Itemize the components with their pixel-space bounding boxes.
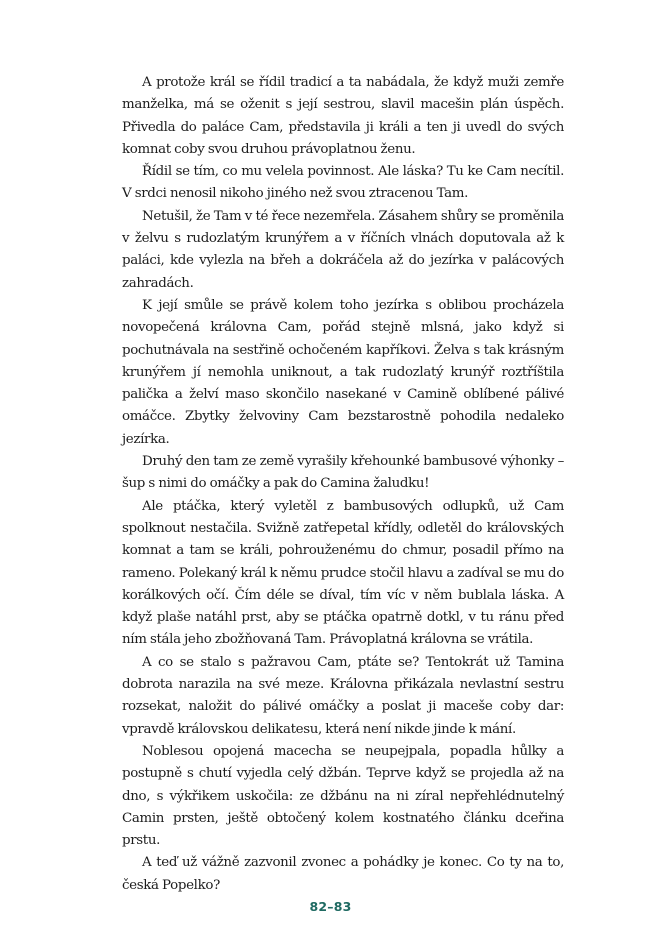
paragraph-4: K její smůle se právě kolem toho jezírka s oblibou procházela novopečená královna Cam, pořád stejně mlsná, jako když si pochutnávala na sestřině ochočeném kapříkovi. Želva s tak krásným krunýřem jí nemohla uniknout, a tak rudozlatý krunýř roztříštila palička a želví maso skončilo nasekané v Camině oblíbené pálivé omáčce. Zbytky želvoviny Cam bezstarostně pohodila nedaleko jezírka. xyxy=(122,297,564,447)
page-number: 82–83 xyxy=(309,899,352,914)
paragraph-8: Noblesou opojená macecha se neupejpala, popadla hůlky a postupně s chutí vyjedla celý džbán. Teprve když se projedla až na dno, s výkřikem uskočila: ze džbánu na ni zíral nepřehlédnutelný Camin prsten, ještě obtočený kolem kostnatého článku dceřina prstu. xyxy=(122,743,564,849)
paragraph-7: A co se stalo s pažravou Cam, ptáte se? Tentokrát už Tamina dobrota narazila na své meze. Královna přikázala nevlastní sestru rozsekat, naložit do pálivé omáčky a poslat ji maceše coby dar: vpravdě královskou delikatesu, která není nikde jinde k mání. xyxy=(122,654,564,737)
paragraph-5: Druhý den tam ze země vyrašily křehounké bambusové výhonky – šup s nimi do omáčky a pak do Camina žaludku! xyxy=(122,454,564,492)
story-text xyxy=(122,72,564,897)
paragraph-1: A protože král se řídil tradicí a ta nabádala, že když muži zemře manželka, má se oženit s její sestrou, slavil macešin plán úspěch. Přivedla do paláce Cam, představila ji králi a ten ji uvedl do svých komnat coby svou druhou právoplatnou ženu. xyxy=(122,75,564,157)
paragraph-2: Řídil se tím, co mu velela povinnost. Ale láska? Tu ke Cam necítil. V srdci nenosil nikoho jiného než svou ztracenou Tam. xyxy=(122,164,564,202)
paragraph-6: Ale ptáčka, který vyletěl z bambusových odlupků, už Cam spolknout nestačila. Svižně zatřepetal křídly, odletěl do královských komnat a tam se králi, pohrouženému do chmur, posadil přímo na rameno. Polekaný král k němu prudce stočil hlavu a zadíval se mu do korálkových očí. Čím déle se díval, tím víc v něm bublala láska. A když plaše natáhl prst, aby se ptáčka opatrně dotkl, v tu ránu před ním stála jeho zbožňovaná Tam. Právoplatná královna se vrátila. xyxy=(122,498,564,648)
paragraph-3: Netušil, že Tam v té řece nezemřela. Zásahem shůry se proměnila v želvu s rudozlatým krunýřem a v říčních vlnách doputovala až k paláci, kde vylezla na břeh a dokráčela až do jezírka v palácových zahradách. xyxy=(122,208,564,291)
paragraph-9: A teď už vážně zazvonil zvonec a pohádky je konec. Co ty na to, česká Popelko? xyxy=(122,855,564,893)
